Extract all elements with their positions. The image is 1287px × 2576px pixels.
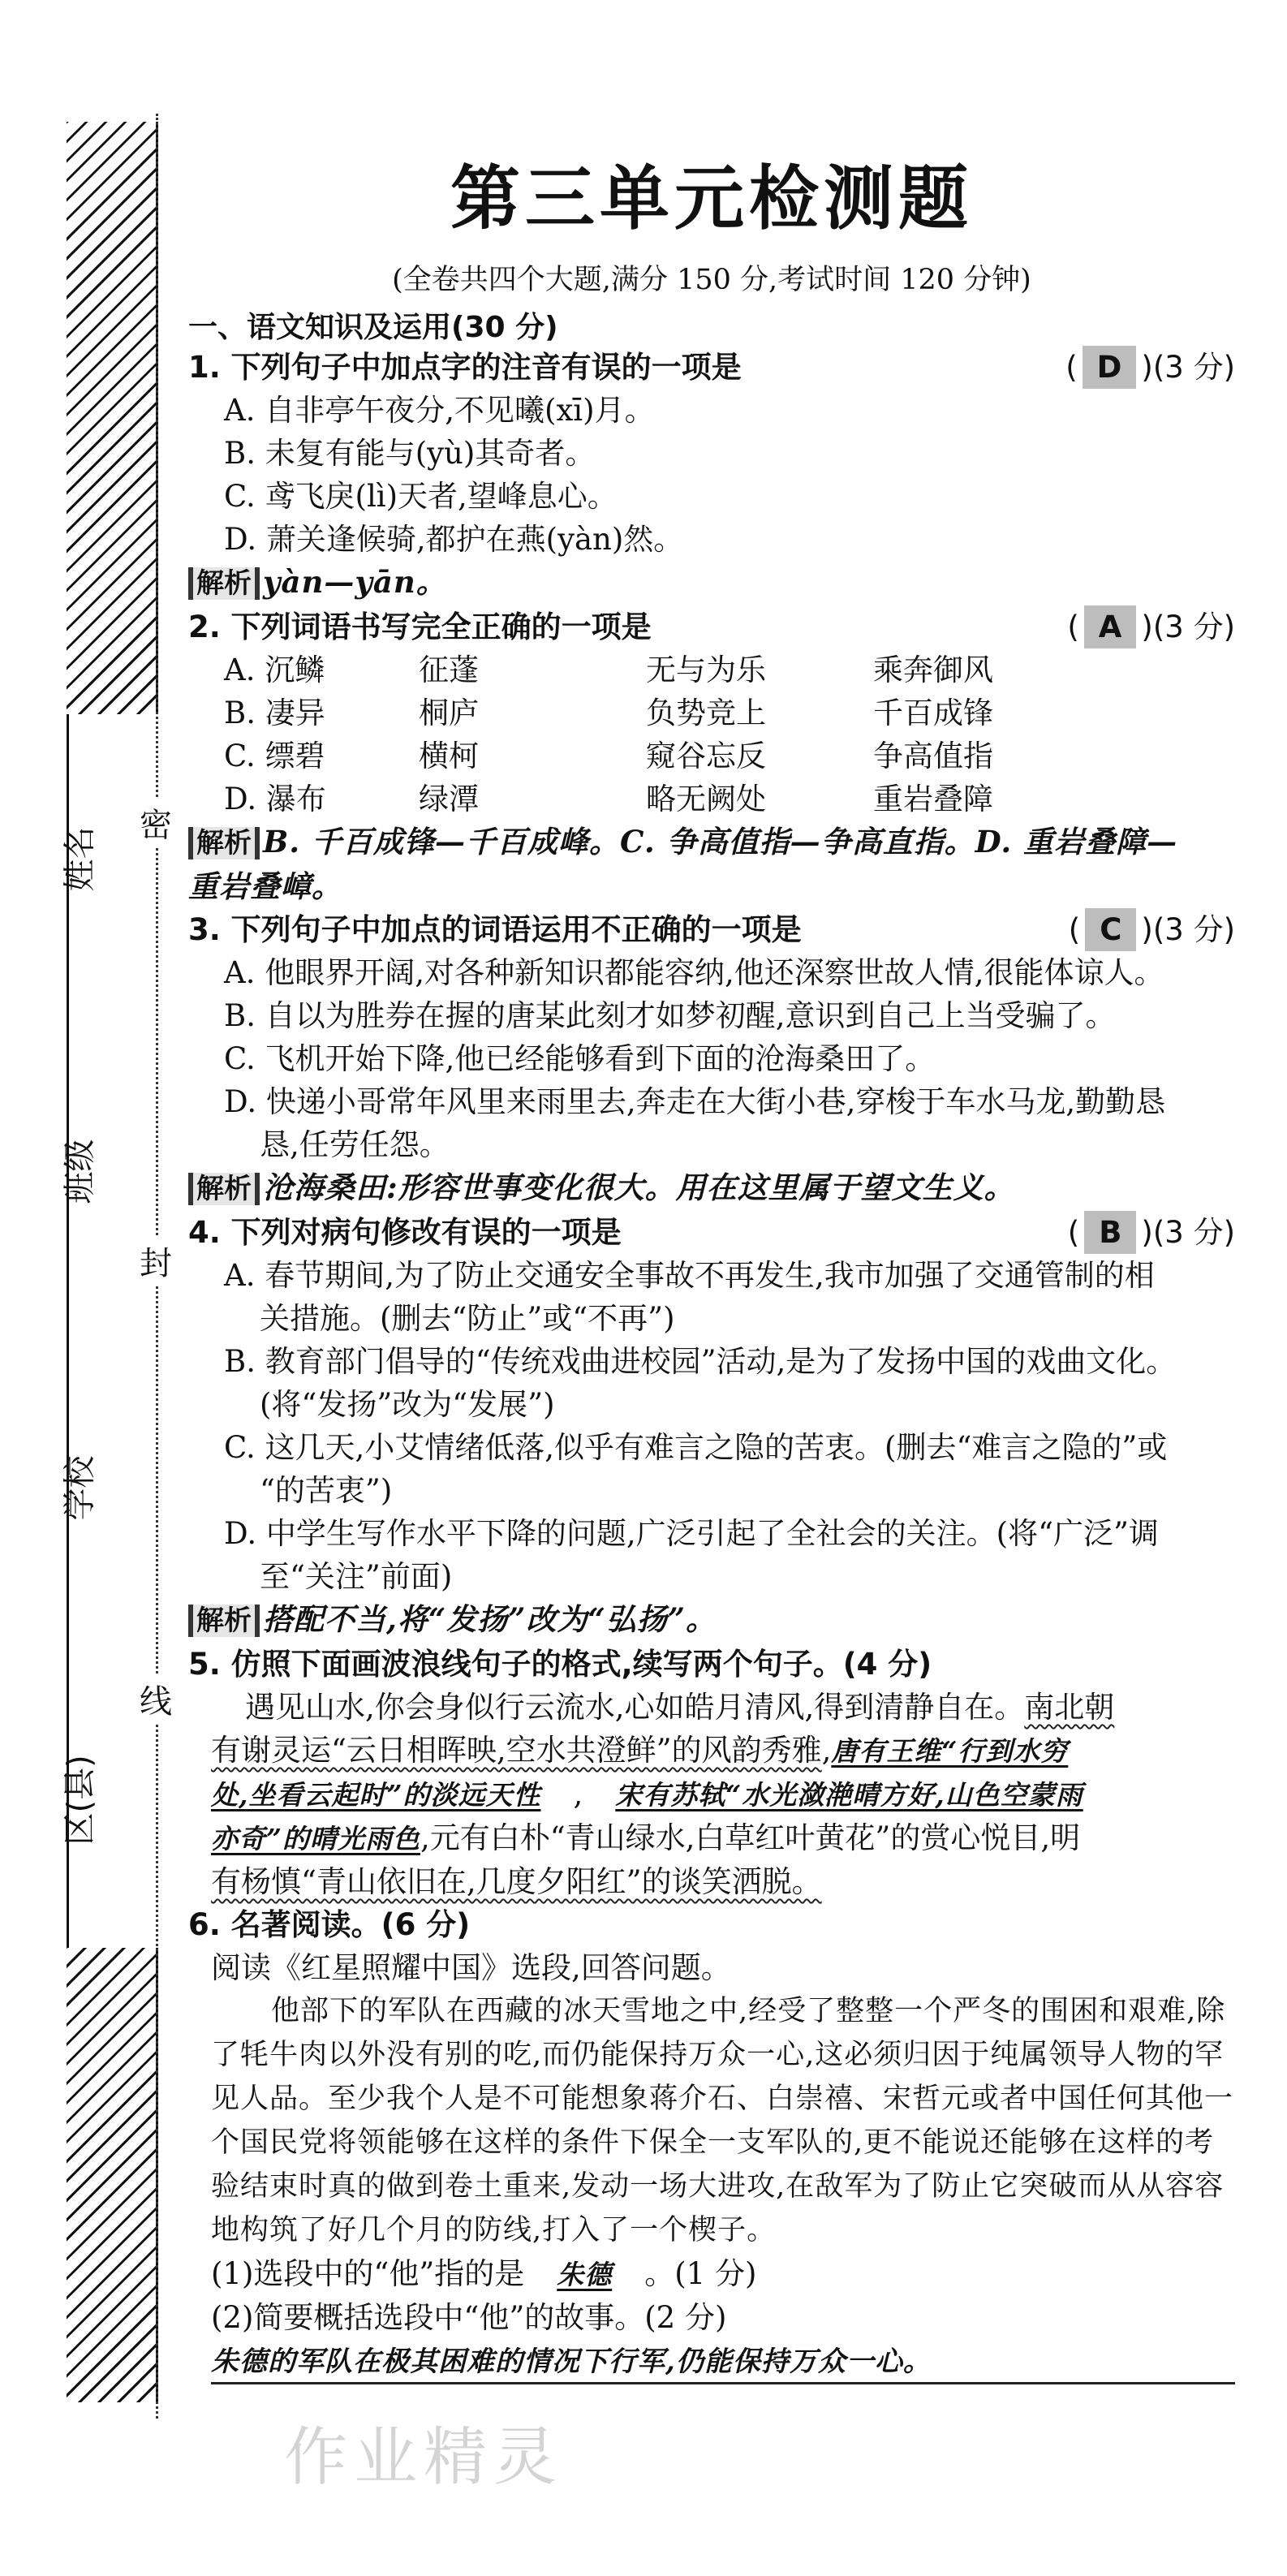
word-cell: 争高值指 [873, 739, 993, 773]
word-cell: 乘奔御风 [873, 653, 993, 687]
q6-sub-1-text: (1)选段中的“他”指的是 [211, 2256, 525, 2291]
binding-hatch-bottom [67, 1948, 158, 2402]
option: A. 春节期间,为了防止交通安全事故不再发生,我市加强了交通管制的相 [224, 1258, 1155, 1293]
school-label: 学校 [61, 1455, 99, 1521]
option-cont: “的苦衷”) [260, 1473, 393, 1508]
q6-intro: 阅读《红星照耀中国》选段,回答问题。 [211, 1950, 731, 1985]
q5-line-1 [188, 1686, 1235, 1729]
name-label: 姓名 [61, 826, 99, 892]
q6-passage: 他部下的军队在西藏的冰天雪地之中,经受了整整一个严冬的围困和艰难,除了牦牛肉以外没有别的吃,而仍能保持万众一心,这必须归因于纯属领导人物的罕见人品。至少我个人是不可能想象蒋介石、白崇禧、宋哲元或者中国任何其他一个国民党将领能够在这样的条件下保全一支军队的,更不能说还能够在这样的考验结束时真的做到卷土重来,发动一场大进攻,在敌军为了防止它突破而从从容容地构筑了好几个月的防线,打入了一个楔子。 [211, 1995, 1234, 2246]
analysis-tag: 解析 [188, 1173, 260, 1205]
q5-answer-1: 唐有王维“行到水穷 [831, 1735, 1069, 1767]
q5-text: , [573, 1777, 583, 1811]
q5-text: , [821, 1733, 832, 1768]
word-grid [188, 648, 1235, 821]
answer-box: ( C )(3 分) [1069, 908, 1235, 951]
word-cell: 窥谷忘反 [646, 739, 766, 773]
q5-wavy-text: 有杨慎“青山依旧在,几度夕阳红”的谈笑洒脱。 [211, 1864, 822, 1899]
question-stem: 2. 下列词语书写完全正确的一项是 [188, 610, 652, 644]
option: C. 这几天,小艾情绪低落,似乎有难言之隐的苦衷。(删去“难言之隐的”或 [224, 1430, 1168, 1465]
exam-content [188, 142, 1235, 2384]
q5-text: 遇见山水,你会身似行云流水,心如皓月清风,得到清静自在。 [245, 1690, 1025, 1725]
question-stem: 3. 下列句子中加点的词语运用不正确的一项是 [188, 912, 802, 947]
q6-sub-2: (2)简要概括选段中“他”的故事。(2 分) [211, 2300, 727, 2335]
q6-sub-1 [188, 2252, 1235, 2296]
word-cell: 重岩叠障 [873, 782, 993, 816]
option: D. 萧关逢候骑,都护在燕(yàn)然。 [224, 522, 684, 557]
question-3 [188, 908, 1235, 951]
option: C. 飞机开始下降,他已经能够看到下面的沧海桑田了。 [224, 1041, 936, 1076]
seal-word-mi: 密 [131, 799, 180, 846]
watermark-logo: 作业精灵 [284, 2421, 564, 2494]
option-cont: 至“关注”前面) [260, 1559, 453, 1594]
word-cell: B. 凄异 [224, 696, 325, 730]
class-label: 班级 [61, 1139, 99, 1204]
option: D. 快递小哥常年风里来雨里去,奔走在大街小巷,穿梭于车水马龙,勤勤恳 [224, 1084, 1166, 1119]
answer-box: ( D )(3 分) [1065, 346, 1235, 389]
question-2 [188, 605, 1235, 648]
analysis-tag: 解析 [188, 827, 260, 859]
score: (3 分) [1152, 350, 1235, 385]
q6-sub-1-score: 。(1 分) [644, 2256, 757, 2291]
option-cont: 关措施。(删去“防止”或“不再”) [260, 1301, 675, 1336]
score: (3 分) [1152, 610, 1235, 644]
question-4 [188, 1211, 1235, 1254]
analysis-text: 搭配不当,将“发扬”改为“弘扬”。 [263, 1601, 717, 1637]
score: (3 分) [1152, 1215, 1235, 1250]
word-cell: 绿潭 [419, 782, 479, 816]
answer-letter: A [1084, 605, 1137, 648]
word-cell: 桐庐 [419, 696, 479, 730]
analysis-text: B. 千百成锋—千百成峰。C. 争高值指—争高直指。D. 重岩叠障— [263, 824, 1178, 859]
q5-line-2 [188, 1729, 1235, 1773]
option: A. 自非亭午夜分,不见曦(xī)月。 [224, 393, 655, 428]
analysis-tag: 解析 [188, 567, 260, 600]
binding-hatch-top [67, 122, 158, 714]
q5-answer-1-cont: 处,坐看云起时”的淡远天性 [211, 1779, 541, 1811]
word-cell: 略无阙处 [646, 782, 766, 816]
option: C. 鸢飞戾(lì)天者,望峰息心。 [224, 479, 618, 514]
q5-answer-2: 宋有苏轼“水光潋滟晴方好,山色空蒙雨 [615, 1779, 1083, 1811]
question-1 [188, 346, 1235, 389]
option-cont: 恳,任劳任怨。 [260, 1127, 450, 1162]
analysis [188, 1166, 1235, 1211]
analysis-text: yàn—yān。 [263, 564, 447, 600]
option: B. 未复有能与(yù)其奇者。 [224, 436, 596, 471]
option-cont: (将“发扬”改为“发展”) [260, 1387, 555, 1422]
option: A. 他眼界开阔,对各种新知识都能容纳,他还深察世故人情,很能体谅人。 [224, 955, 1164, 990]
answer-letter: B [1084, 1211, 1136, 1254]
word-cell: 横柯 [419, 739, 479, 773]
q6-sub-1-answer: 朱德 [557, 2259, 613, 2290]
q5-line-3 [188, 1773, 1235, 1816]
word-cell: 无与为乐 [646, 653, 766, 687]
question-stem: 1. 下列句子中加点字的注音有误的一项是 [188, 350, 742, 385]
word-cell: A. 沉鳞 [224, 653, 325, 687]
seal-word-feng: 封 [131, 1238, 180, 1284]
option: B. 教育部门倡导的“传统戏曲进校园”活动,是为了发扬中国的戏曲文化。 [224, 1344, 1177, 1379]
analysis [188, 561, 1235, 605]
analysis [188, 1598, 1235, 1643]
seal-word-xian: 线 [131, 1676, 180, 1722]
q5-answer-2-cont: 亦奇”的晴光雨色 [211, 1823, 420, 1854]
district-label: 区(县) [61, 1755, 99, 1846]
answer-letter: D [1083, 346, 1137, 389]
question-5-stem: 5. 仿照下面画波浪线句子的格式,续写两个句子。(4 分) [188, 1647, 932, 1682]
page-title: 第三单元检测题 [450, 158, 973, 239]
q5-text: ,元有白朴“青山绿水,白草红叶黄花”的赏心悦目,明 [420, 1820, 1081, 1855]
answer-letter: C [1085, 908, 1136, 951]
question-6-stem: 6. 名著阅读。(6 分) [188, 1907, 471, 1942]
analysis [188, 821, 1235, 865]
question-stem: 4. 下列对病句修改有误的一项是 [188, 1215, 622, 1250]
q5-line-5 [188, 1860, 1235, 1903]
analysis-text: 沧海桑田:形容世事变化很大。用在这里属于望文生义。 [263, 1170, 1015, 1205]
analysis-text-cont: 重岩叠嶂。 [188, 868, 342, 904]
word-cell: 负势竞上 [646, 696, 766, 730]
word-cell: 千百成锋 [873, 696, 993, 730]
q5-wavy-text: 有谢灵运“云日相晖映,空水共澄鲜”的风韵秀雅 [211, 1733, 822, 1768]
section-heading: 一、语文知识及运用(30 分) [188, 311, 558, 344]
answer-box: ( B )(3 分) [1068, 1211, 1235, 1254]
word-cell: C. 缥碧 [224, 739, 325, 773]
analysis-tag: 解析 [188, 1605, 260, 1637]
exam-subtitle: (全卷共四个大题,满分 150 分,考试时间 120 分钟) [392, 264, 1031, 296]
q5-line-4 [188, 1816, 1235, 1860]
answer-box: ( A )(3 分) [1067, 605, 1235, 648]
score: (3 分) [1152, 912, 1235, 947]
option: D. 中学生写作水平下降的问题,广泛引起了全社会的关注。(将“广泛”调 [224, 1516, 1159, 1551]
option: B. 自以为胜券在握的唐某此刻才如梦初醒,意识到自己上当受骗了。 [224, 998, 1116, 1033]
q5-wavy-text: 南北朝 [1024, 1690, 1115, 1725]
word-cell: D. 瀑布 [224, 782, 326, 816]
q6-sub-2-answer: 朱德的军队在极其困难的情况下行军,仍能保持万众一心。 [211, 2339, 1235, 2384]
word-cell: 征蓬 [419, 653, 479, 687]
